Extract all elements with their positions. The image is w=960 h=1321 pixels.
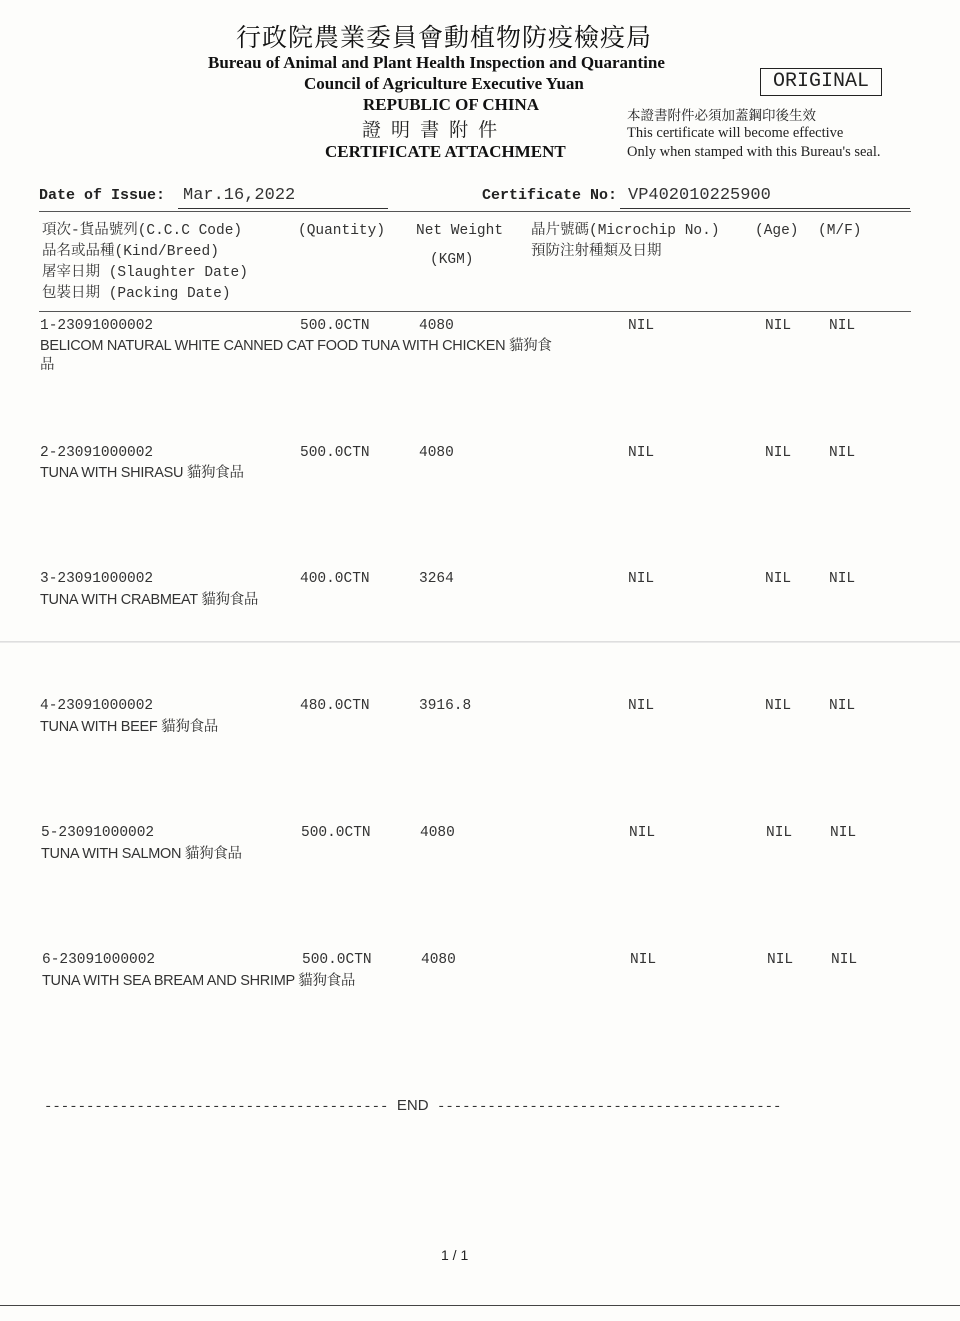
row-mf: NIL [829, 698, 856, 714]
row-code: 6-23091000002 [42, 952, 156, 968]
col-header-microchip [531, 221, 720, 263]
col-header-item [42, 221, 248, 305]
row-mf: NIL [830, 825, 857, 841]
paper-fold [0, 641, 960, 643]
certificate-no-value: VP402010225900 [628, 186, 771, 205]
end-dashes-right: ----------------------------------------- [436, 1099, 782, 1115]
col-header-microchip-no: 晶片號碼(Microchip No.) [531, 223, 720, 239]
row-weight: 4080 [419, 445, 454, 461]
header-divider [39, 211, 911, 212]
col-header-net-weight: Net Weight [416, 223, 504, 239]
row-weight: 4080 [419, 318, 454, 334]
row-weight: 3264 [419, 571, 454, 587]
row-microchip: NIL [628, 318, 655, 334]
bureau-name: Bureau of Animal and Plant Health Inspection and Quarantine [208, 53, 665, 72]
col-header-item-code: 項次-貨品號列(C.C.C Code) [42, 223, 243, 239]
row-code: 5-23091000002 [41, 825, 155, 841]
row-description: TUNA WITH BEEF 貓狗食品 [40, 719, 218, 735]
row-quantity: 400.0CTN [300, 571, 370, 587]
col-header-quantity: (Quantity) [298, 223, 386, 239]
col-header-kgm: (KGM) [430, 252, 474, 268]
row-quantity: 480.0CTN [300, 698, 370, 714]
end-label: END [396, 1097, 429, 1114]
council-name: Council of Agriculture Executive Yuan [304, 74, 584, 93]
row-weight: 4080 [420, 825, 455, 841]
row-microchip: NIL [630, 952, 657, 968]
col-header-item-kind: 品名或品種(Kind/Breed) [42, 244, 219, 260]
seal-note-line-1: This certificate will become effective [627, 125, 844, 141]
date-underline [178, 208, 388, 209]
row-code: 1-23091000002 [40, 318, 154, 334]
row-microchip: NIL [629, 825, 656, 841]
row-age: NIL [765, 698, 792, 714]
row-mf: NIL [831, 952, 858, 968]
row-microchip: NIL [628, 571, 655, 587]
row-age: NIL [767, 952, 794, 968]
row-quantity: 500.0CTN [300, 445, 370, 461]
row-microchip: NIL [628, 698, 655, 714]
row-description: TUNA WITH SHIRASU 貓狗食品 [40, 465, 244, 481]
seal-note-line-2: Only when stamped with this Bureau's seal. [627, 144, 881, 160]
row-age: NIL [765, 445, 792, 461]
attachment-chinese: 證 明 書 附 件 [362, 119, 500, 141]
col-header-item-packing: 包裝日期 (Packing Date) [42, 286, 231, 302]
row-weight: 4080 [421, 952, 456, 968]
col-header-vaccination: 預防注射種類及日期 [531, 244, 662, 260]
col-header-mf: (M/F) [818, 223, 862, 239]
date-of-issue-label: Date of Issue: [39, 187, 166, 204]
row-age: NIL [765, 318, 792, 334]
seal-note-chinese: 本證書附件必須加蓋鋼印後生效 [627, 108, 816, 124]
row-description-cont: 品 [40, 357, 55, 373]
country-name: REPUBLIC OF CHINA [363, 95, 539, 114]
certificate-underline [620, 208, 910, 209]
row-mf: NIL [829, 571, 856, 587]
end-marker [44, 1097, 781, 1115]
col-header-age: (Age) [755, 223, 799, 239]
attachment-title: CERTIFICATE ATTACHMENT [325, 142, 566, 161]
date-of-issue-value: Mar.16,2022 [183, 186, 296, 205]
page-number: 1 / 1 [441, 1247, 469, 1263]
row-description: BELICOM NATURAL WHITE CANNED CAT FOOD TUNA WITH CHICKEN 貓狗食 [40, 338, 552, 354]
columns-divider [39, 311, 911, 312]
row-age: NIL [765, 571, 792, 587]
row-description: TUNA WITH CRABMEAT 貓狗食品 [40, 592, 259, 608]
certificate-no-label: Certificate No: [482, 187, 618, 204]
row-quantity: 500.0CTN [302, 952, 372, 968]
bottom-edge [0, 1305, 960, 1306]
row-code: 4-23091000002 [40, 698, 154, 714]
row-age: NIL [766, 825, 793, 841]
row-quantity: 500.0CTN [300, 318, 370, 334]
row-code: 3-23091000002 [40, 571, 154, 587]
original-stamp: ORIGINAL [760, 68, 882, 96]
row-weight: 3916.8 [419, 698, 472, 714]
row-mf: NIL [829, 445, 856, 461]
row-quantity: 500.0CTN [301, 825, 371, 841]
row-description: TUNA WITH SALMON 貓狗食品 [41, 846, 242, 862]
title-chinese: 行政院農業委員會動植物防疫檢疫局 [236, 23, 653, 52]
end-dashes-left: ----------------------------------------- [44, 1099, 389, 1115]
row-microchip: NIL [628, 445, 655, 461]
row-mf: NIL [829, 318, 856, 334]
row-code: 2-23091000002 [40, 445, 154, 461]
col-header-item-slaughter: 屠宰日期 (Slaughter Date) [42, 265, 248, 281]
row-description: TUNA WITH SEA BREAM AND SHRIMP 貓狗食品 [42, 973, 356, 989]
